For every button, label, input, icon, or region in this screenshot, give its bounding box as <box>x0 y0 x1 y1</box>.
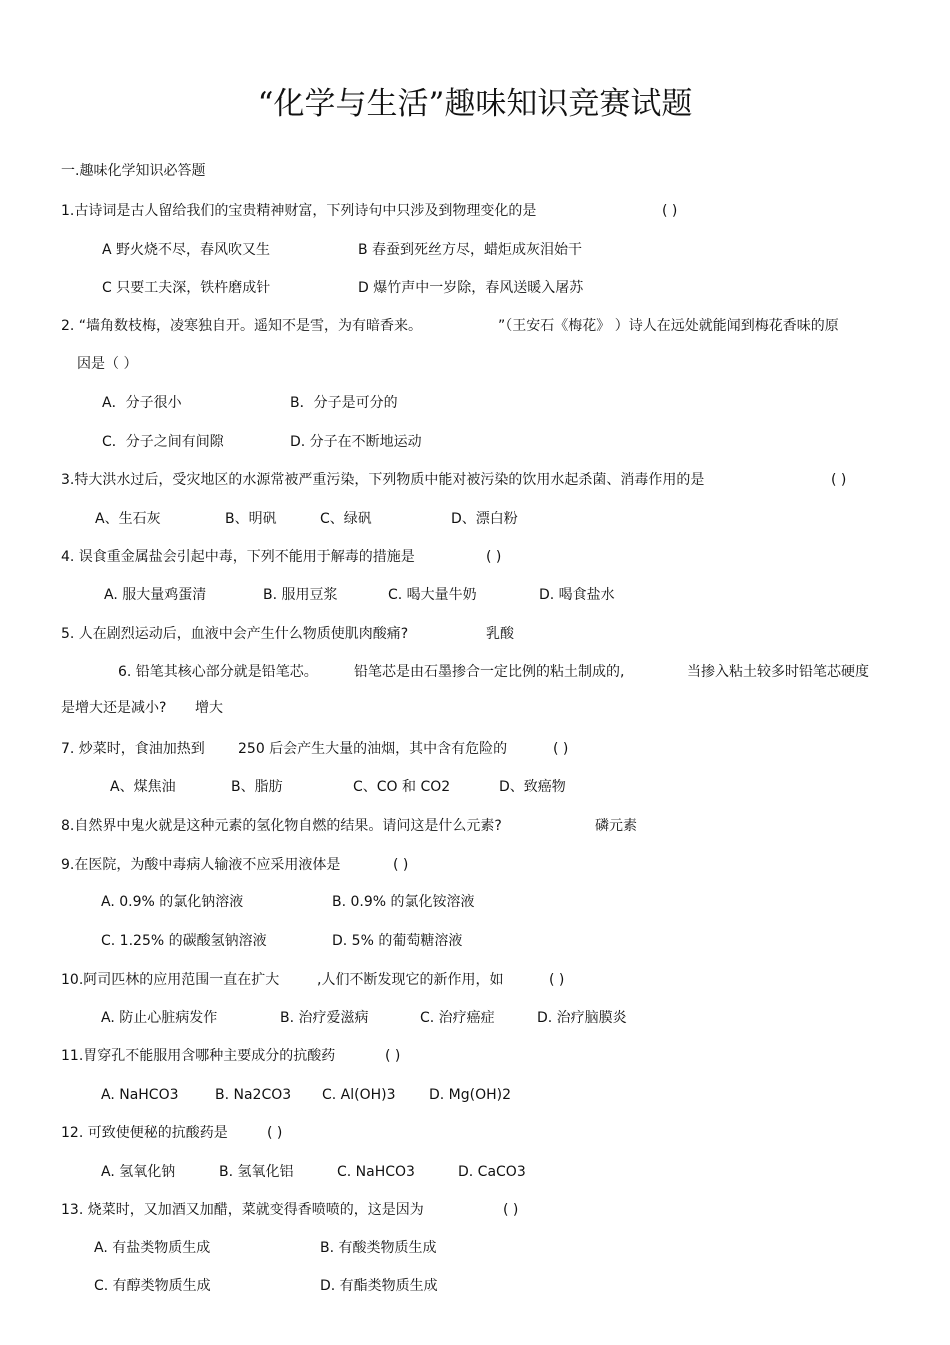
question-7-option-d: D、致癌物 <box>499 779 566 795</box>
question-6-stem-line2: 是增大还是减小? <box>61 700 167 716</box>
question-10-option-b: B. 治疗爱滋病 <box>280 1010 369 1026</box>
question-5-answer: 乳酸 <box>486 626 514 642</box>
question-13-option-b: B. 有酸类物质生成 <box>320 1240 437 1256</box>
question-11-option-a: A. NaHCO3 <box>101 1087 179 1103</box>
question-7-stem: 7. 炒菜时，食油加热到 <box>61 741 205 757</box>
question-10-option-c: C. 治疗癌症 <box>420 1010 495 1026</box>
question-11-stem: 11.胃穿孔不能服用含哪种主要成分的抗酸药 <box>61 1048 336 1064</box>
question-2-stem: 2. “墙角数枝梅，凌寒独自开。遥知不是雪，为有暗香来。 <box>61 318 423 334</box>
question-12-option-b: B. 氢氧化铝 <box>219 1164 294 1180</box>
question-11-option-c: C. Al(OH)3 <box>322 1087 396 1103</box>
question-1-answer-blank: ( ) <box>662 203 678 219</box>
question-6-stem-cont: 铅笔芯是由石墨掺合一定比例的粘土制成的, <box>354 664 625 680</box>
question-4-option-a: A. 服大量鸡蛋清 <box>104 587 207 603</box>
question-3-answer-blank: ( ) <box>831 472 847 488</box>
question-2-option-d: D. 分子在不断地运动 <box>290 434 422 450</box>
question-10-option-d: D. 治疗脑膜炎 <box>537 1010 627 1026</box>
question-5-stem: 5. 人在剧烈运动后，血液中会产生什么物质使肌肉酸痛? <box>61 626 409 642</box>
question-10-stem-cont: ,人们不断发现它的新作用，如 <box>317 972 504 988</box>
question-4-stem: 4. 误食重金属盐会引起中毒，下列不能用于解毒的措施是 <box>61 549 415 565</box>
question-6-stem-cont2: 当掺入粘土较多时铅笔芯硬度 <box>687 664 869 680</box>
question-2-stem-line2: 因是（ ） <box>77 356 138 372</box>
question-2-option-b: B．分子是可分的 <box>290 395 398 411</box>
question-12-option-c: C. NaHCO3 <box>337 1164 415 1180</box>
question-1-option-a: A 野火烧不尽，春风吹又生 <box>102 242 271 258</box>
question-6-answer: 增大 <box>195 700 223 716</box>
question-4-answer-blank: ( ) <box>486 549 502 565</box>
question-9-option-a: A. 0.9% 的氯化钠溶液 <box>101 894 244 910</box>
question-1-stem: 1.古诗词是古人留给我们的宝贵精神财富，下列诗句中只涉及到物理变化的是 <box>61 203 537 219</box>
question-7-option-b: B、脂肪 <box>231 779 283 795</box>
question-10-stem: 10.阿司匹林的应用范围一直在扩大 <box>61 972 280 988</box>
question-8-answer: 磷元素 <box>595 818 637 834</box>
question-2-option-c: C．分子之间有间隙 <box>102 434 224 450</box>
question-10-answer-blank: ( ) <box>549 972 565 988</box>
page-title: “化学与生活”趣味知识竞赛试题 <box>257 86 693 122</box>
question-9-option-b: B. 0.9% 的氯化铵溶液 <box>332 894 475 910</box>
question-12-stem: 12. 可致使便秘的抗酸药是 <box>61 1125 228 1141</box>
question-13-option-a: A. 有盐类物质生成 <box>94 1240 211 1256</box>
question-6-stem: 6. 铅笔其核心部分就是铅笔芯。 <box>118 664 318 680</box>
question-9-answer-blank: ( ) <box>393 857 409 873</box>
question-1-option-c: C 只要工夫深，铁杵磨成针 <box>102 280 271 296</box>
question-11-option-b: B. Na2CO3 <box>215 1087 292 1103</box>
question-9-stem: 9.在医院，为酸中毒病人输液不应采用液体是 <box>61 857 341 873</box>
question-11-answer-blank: ( ) <box>385 1048 401 1064</box>
question-12-option-d: D. CaCO3 <box>458 1164 526 1180</box>
question-3-option-b: B、明矾 <box>225 511 277 527</box>
question-9-option-d: D. 5% 的葡萄糖溶液 <box>332 933 463 949</box>
question-3-stem: 3.特大洪水过后，受灾地区的水源常被严重污染，下列物质中能对被污染的饮用水起杀菌、消毒作用的是 <box>61 472 705 488</box>
question-11-option-d: D. Mg(OH)2 <box>429 1087 512 1103</box>
question-1-option-b: B 春蚕到死丝方尽，蜡炬成灰泪始干 <box>358 242 583 258</box>
question-12-option-a: A. 氢氧化钠 <box>101 1164 176 1180</box>
question-10-option-a: A. 防止心脏病发作 <box>101 1010 218 1026</box>
question-13-option-d: D. 有酯类物质生成 <box>320 1278 438 1294</box>
section-heading: 一.趣味化学知识必答题 <box>61 163 206 179</box>
question-2-stem-cont: ”（王安石《梅花》 ）诗人在远处就能闻到梅花香味的原 <box>498 318 839 334</box>
question-13-answer-blank: ( ) <box>503 1202 519 1218</box>
question-13-option-c: C. 有醇类物质生成 <box>94 1278 211 1294</box>
question-4-option-d: D. 喝食盐水 <box>539 587 615 603</box>
question-7-option-c: C、CO 和 CO2 <box>353 779 451 795</box>
question-4-option-b: B. 服用豆浆 <box>263 587 338 603</box>
question-13-stem: 13. 烧菜时，又加酒又加醋，菜就变得香喷喷的，这是因为 <box>61 1202 424 1218</box>
question-3-option-c: C、绿矾 <box>320 511 372 527</box>
question-4-option-c: C. 喝大量牛奶 <box>388 587 477 603</box>
question-3-option-d: D、漂白粉 <box>451 511 518 527</box>
question-7-option-a: A、煤焦油 <box>110 779 176 795</box>
question-9-option-c: C. 1.25% 的碳酸氢钠溶液 <box>101 933 267 949</box>
question-2-option-a: A．分子很小 <box>102 395 182 411</box>
question-7-stem-cont: 250 后会产生大量的油烟，其中含有危险的 <box>238 741 508 757</box>
question-1-option-d: D 爆竹声中一岁除，春风送暖入屠苏 <box>358 280 584 296</box>
question-12-answer-blank: ( ) <box>267 1125 283 1141</box>
question-8-stem: 8.自然界中鬼火就是这种元素的氢化物自燃的结果。请问这是什么元素? <box>61 818 502 834</box>
question-3-option-a: A、生石灰 <box>95 511 161 527</box>
question-7-answer-blank: ( ) <box>553 741 569 757</box>
